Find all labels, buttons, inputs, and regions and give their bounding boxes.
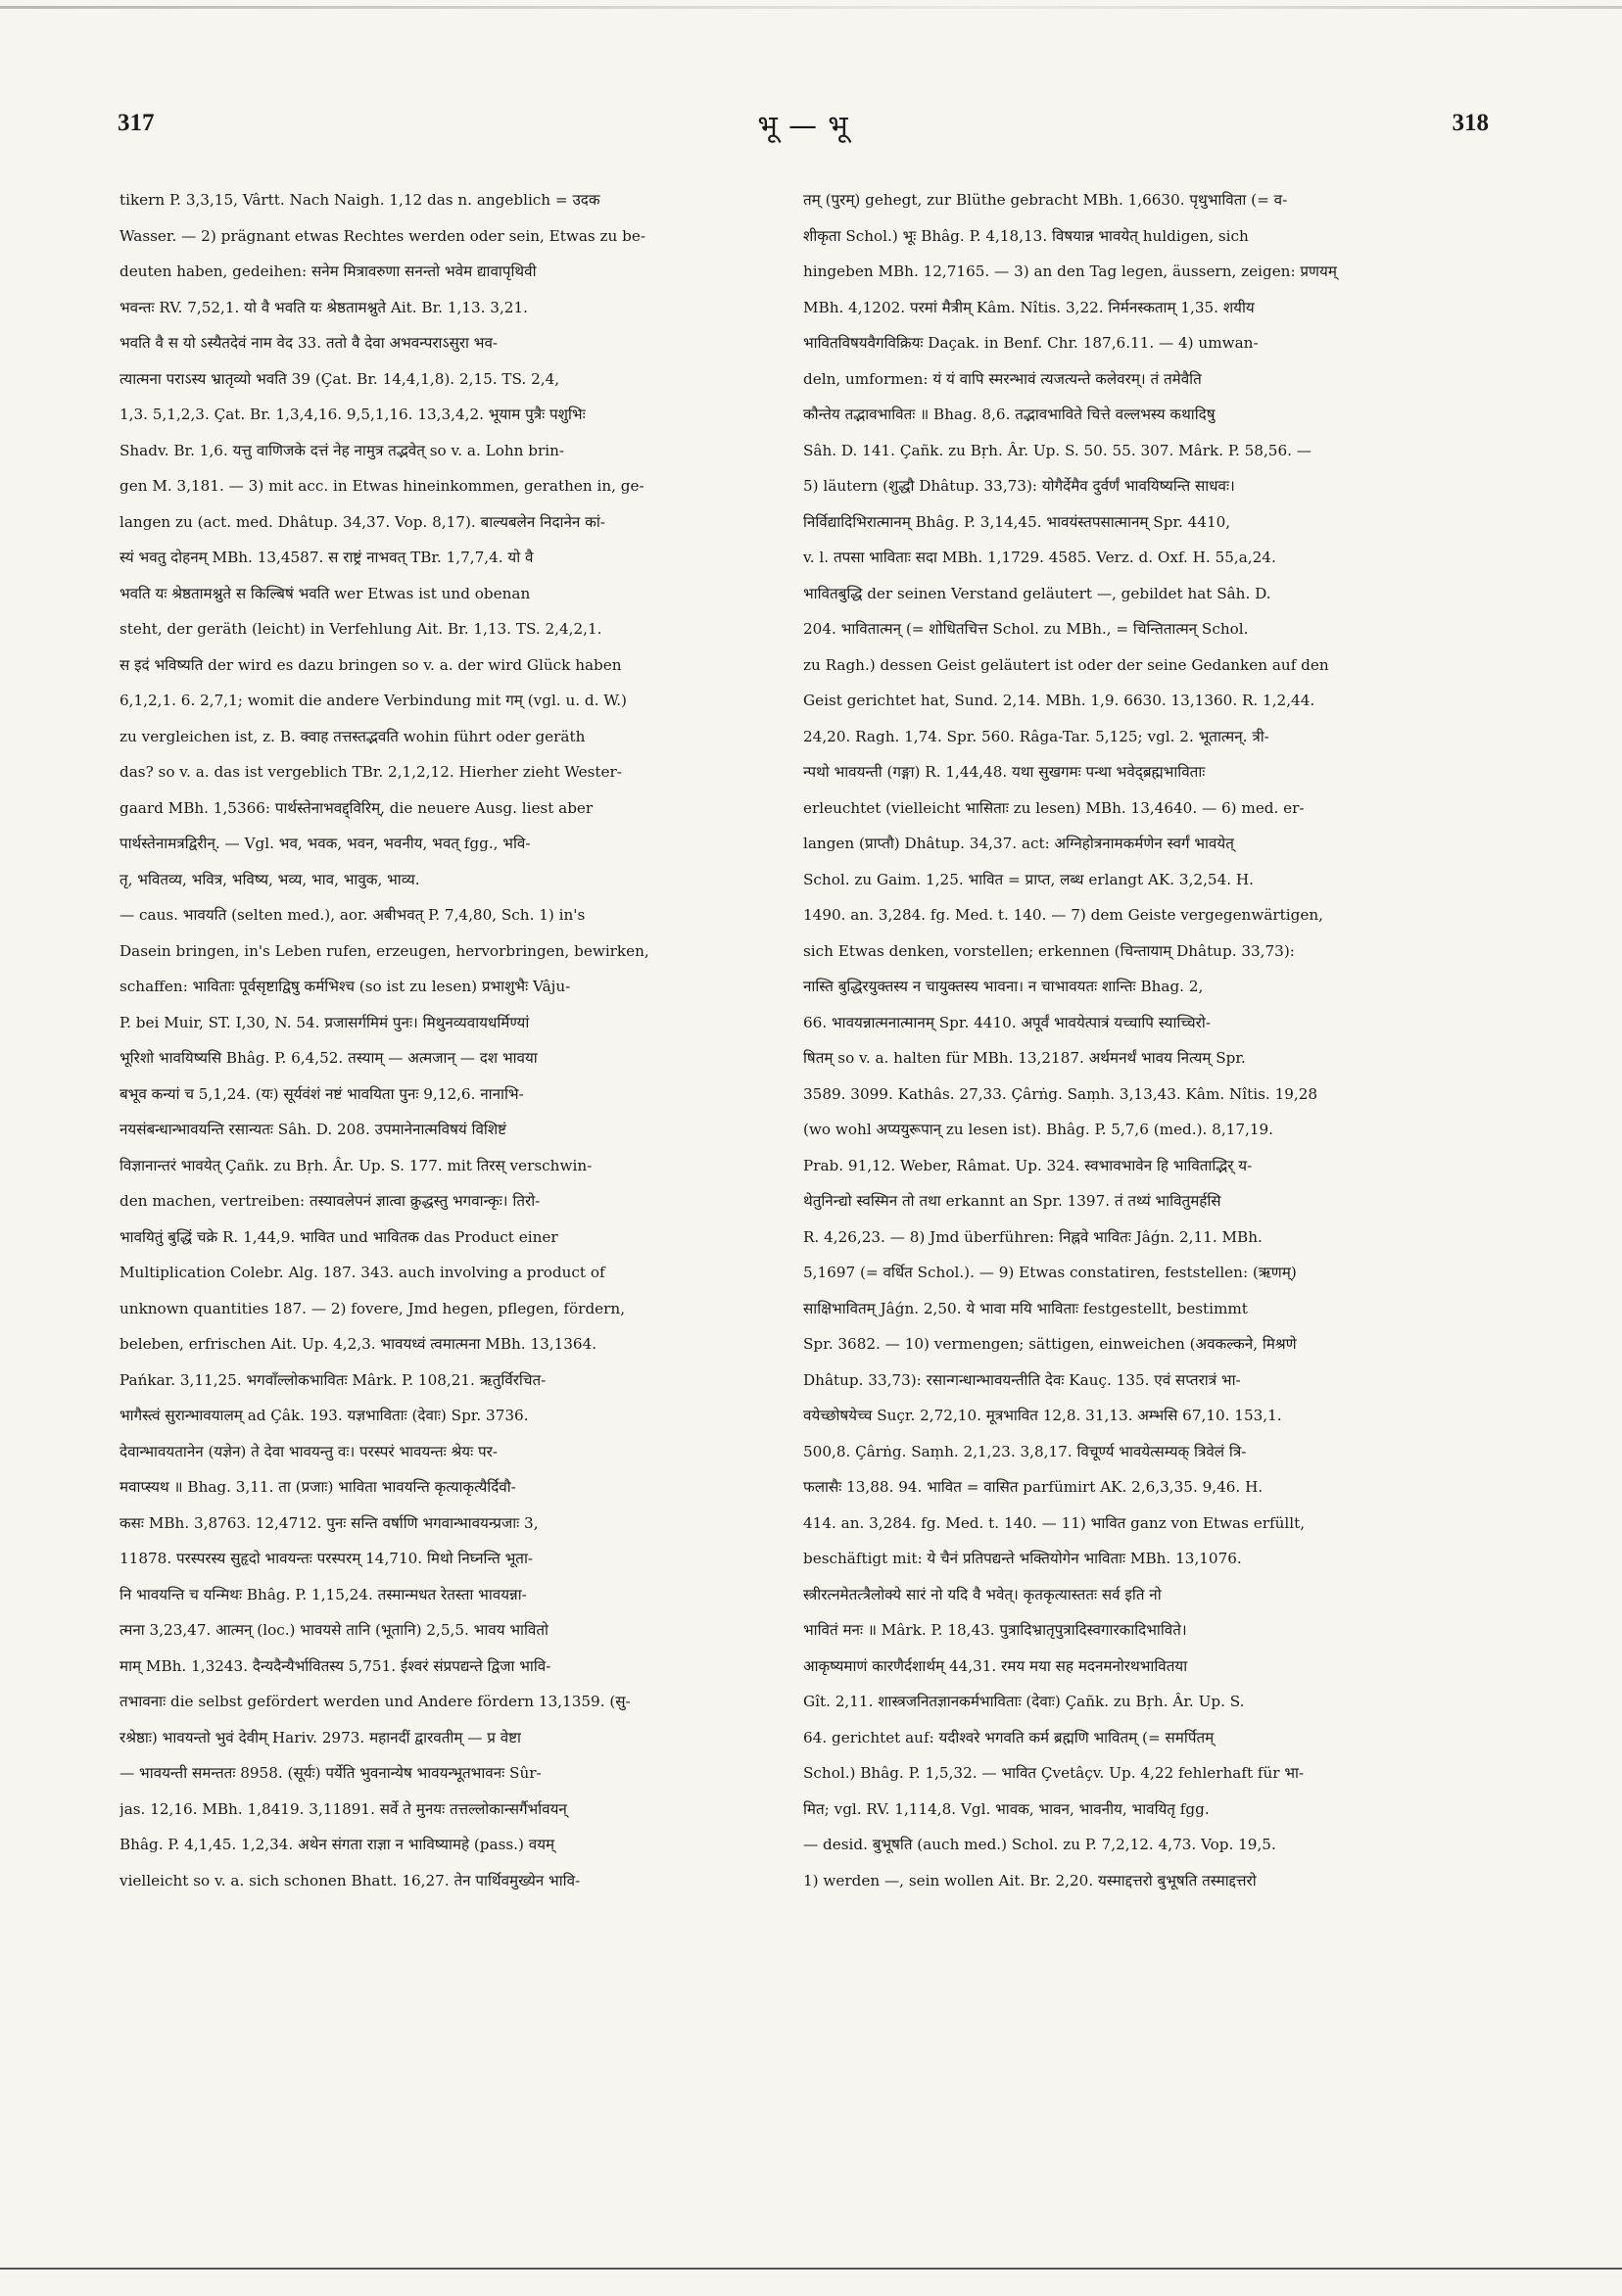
text-line: das? so v. a. das ist vergeblich TBr. 2,1,2,12. Hierher zieht Wester- (119, 763, 622, 781)
text-line: Multiplication Colebr. Alg. 187. 343. auch involving a product of (119, 1264, 605, 1281)
text-line: langen zu (act. med. Dhâtup. 34,37. Vop. 8,17). बाल्यबलेन निदानेन कां- (119, 512, 605, 531)
text-line: न्पथो भावयन्ती (गङ्गा) R. 1,44,48. यथा सुखगमः पन्था भवेद्ब्रह्मभाविताः (803, 763, 1206, 781)
text-line: — desid. बुभूषति (auch med.) Schol. zu P. 7,2,12. 4,73. Vop. 19,5. (803, 1836, 1276, 1853)
text-line: — भावयन्ती समन्ततः 8958. (सूर्यः) पर्येति भुवनान्येष भावयन्भूतभावनः Sûr- (119, 1764, 542, 1782)
text-line: 66. भावयन्नात्मनात्मानम् Spr. 4410. अपूर्वं भावयेत्पात्रं यच्चापि स्याच्चिरो- (803, 1013, 1211, 1031)
text-line: त्मना 3,23,47. आत्मन् (loc.) भावयसे तानि (भूतानि) 2,5,5. भावय भावितो (119, 1621, 549, 1639)
text-line: वयेच्छोषयेच्च Suçr. 2,72,10. मूत्रभावित 12,8. 31,13. अम्भसि 67,10. 153,1. (803, 1407, 1282, 1424)
text-line: v. l. तपसा भाविताः सदा MBh. 1,1729. 4585. Verz. d. Oxf. H. 55,a,24. (803, 549, 1276, 566)
text-line: jas. 12,16. MBh. 1,8419. 3,11891. सर्वे ते मुनयः तत्तल्लोकान्सर्गैर्भावयन् (119, 1799, 567, 1818)
text-line: भावयितुं बुद्धिं चक्रे R. 1,44,9. भावित und भावितक das Product einer (119, 1227, 558, 1246)
text-line: 500,8. Çârṅg. Saṃh. 2,1,23. 3,8,17. विचूर्ण्य भावयेत्सम्यक् त्रिवेलं त्रि- (803, 1442, 1247, 1460)
text-line: Geist gerichtet hat, Sund. 2,14. MBh. 1,9. 6630. 13,1360. R. 1,2,44. (803, 692, 1315, 709)
text-line: थेतुनिन्द्यो स्वस्मिन तो तथा erkannt an Spr. 1397. तं तथ्यं भावितुमर्हसि (803, 1192, 1221, 1210)
text-line: gen M. 3,181. — 3) mit acc. in Etwas hineinkommen, gerathen in, ge- (119, 477, 644, 495)
text-line: फलासैः 13,88. 94. भावित = वासित parfümirt AK. 2,6,3,35. 9,46. H. (803, 1478, 1264, 1496)
text-line: vielleicht so v. a. sich schonen Bhatt. 16,27. तेन पार्थिवमुख्येन भावि- (119, 1871, 581, 1889)
text-line: भावितविषयवैगविक्रियः Daçak. in Benf. Chr. 187,6.11. — 4) umwan- (803, 334, 1259, 352)
page-header (118, 110, 1489, 155)
text-line: langen (प्राप्तौ) Dhâtup. 34,37. act: अग्निहोत्रनामकर्मणेन स्वर्गं भावयेत् (803, 835, 1234, 852)
text-line: रश्रेष्ठाः) भावयन्तो भुवं देवीम् Hariv. 2973. महानदीं द्वारवतीम् — प्र वेष्टा (119, 1728, 521, 1746)
text-line: भवति यः श्रेष्ठतामश्नुते स किल्बिषं भवति wer Etwas ist und obenan (119, 584, 531, 602)
text-line: hingeben MBh. 12,7165. — 3) an den Tag legen, äussern, zeigen: प्रणयम् (803, 263, 1337, 280)
text-line: देवान्भावयतानेन (यज्ञेन) ते देवा भावयन्तु वः। परस्परं भावयन्तः श्रेयः पर- (119, 1442, 498, 1460)
text-line: स्त्रीरत्नमेतत्त्रैलोक्ये सारं नो यदि वै भवेत्। कृतकृत्यास्ततः सर्व इति नो (803, 1585, 1162, 1603)
text-line: 1) werden —, sein wollen Ait. Br. 2,20. यस्माद्दत्तरो बुभूषति तस्माद्दत्तरो (803, 1871, 1257, 1889)
running-headword: भू — भू (757, 109, 849, 142)
text-line: (wo wohl अप्ययुरूपान् zu lesen ist). Bhâg. P. 5,7,6 (med.). 8,17,19. (803, 1121, 1273, 1138)
text-line: बभूव कन्यां च 5,1,24. (यः) सूर्यवंशं नष्टं भावयिता पुनः 9,12,6. नानाभि- (119, 1084, 524, 1103)
text-line: आकृष्यमाणं कारणैर्दशार्थम् 44,31. रमय मया सह मदनमनोरथभावितया (803, 1656, 1188, 1675)
text-line: भवति वै स यो ऽस्यैतदेवं नाम वेद 33. ततो वै देवा अभवन्पराऽसुरा भव- (119, 334, 499, 352)
text-line: भवन्तः RV. 7,52,1. यो वै भवति यः श्रेष्ठतामश्नुते Ait. Br. 1,13. 3,21. (119, 298, 528, 316)
text-line: den machen, vertreiben: तस्यावलेपनं ज्ञात्वा क्रुद्धस्तु भगवान्कृः। तिरो- (119, 1192, 541, 1210)
text-line: मवाप्स्यथ ॥ Bhag. 3,11. ता (प्रजाः) भाविता भावयन्ति कृत्याकृत्यैर्दिवौ- (119, 1478, 516, 1496)
text-line: 1490. an. 3,284. fg. Med. t. 140. — 7) dem Geiste vergegenwärtigen, (803, 906, 1323, 924)
text-line: निर्विद्यादिभिरात्मानम् Bhâg. P. 3,14,45. भावयंस्तपसात्मानम् Spr. 4410, (803, 512, 1231, 531)
text-line: नि भावयन्ति च यन्मिथः Bhâg. P. 1,15,24. तस्मान्मधत रेतस्ता भावयन्ना- (119, 1585, 527, 1603)
text-line: 64. gerichtet auf: यदीश्वरे भगवति कर्म ब्रह्मणि भावितम् (= समर्पितम् (803, 1728, 1215, 1746)
text-line: 24,20. Ragh. 1,74. Spr. 560. Râga-Tar. 5,125; vgl. 2. भूतात्मन्. त्री- (803, 727, 1269, 745)
text-line: erleuchtet (vielleicht भासिताः zu lesen) MBh. 13,4640. — 6) med. er- (803, 798, 1305, 817)
text-line: भावितबुद्धि der seinen Verstand geläutert —, gebildet hat Sâh. D. (803, 584, 1271, 602)
text-line: 5) läutern (शुद्धौ Dhâtup. 33,73): योगैर्देमैव दुर्वर्णं भावयिष्यन्ति साधवः। (803, 477, 1235, 495)
text-line: MBh. 4,1202. परमां मैत्रीम् Kâm. Nîtis. 3,22. निर्मनस्कताम् 1,35. शयीय (803, 298, 1255, 316)
text-line: beleben, erfrischen Ait. Up. 4,2,3. भावयध्वं त्वमात्मना MBh. 13,1364. (119, 1335, 597, 1353)
text-line: Schol. zu Gaim. 1,25. भावित = प्राप्त, लब्ध erlangt AK. 3,2,54. H. (803, 870, 1254, 888)
text-line: स्यं भवतु दोहनम् MBh. 13,4587. स राष्ट्रं नाभवत् TBr. 1,7,7,4. यो वै (119, 549, 534, 566)
text-line: steht, der geräth (leicht) in Verfehlung Ait. Br. 1,13. TS. 2,4,2,1. (119, 620, 602, 638)
text-line: तभावनाः die selbst gefördert werden und Andere fördern 13,1359. (सु- (119, 1693, 631, 1710)
page-number-right: 318 (1452, 110, 1489, 136)
text-line: Bhâg. P. 4,1,45. 1,2,34. अथेन संगता राज्ञा न भाविष्यामहे (pass.) वयम् (119, 1836, 555, 1853)
text-line: पार्थस्तेनामत्रद्विरीन्. — Vgl. भव, भवक, भवन, भवनीय, भवत् fgg., भवि- (119, 835, 531, 852)
text-line: schaffen: भाविताः पूर्वसृष्टाद्विषु कर्मभिश्च (so ist zu lesen) प्रभाशुभैः Vâju- (119, 978, 571, 995)
text-line: gaard MBh. 1,5366: पार्थस्तेनाभवद्द्विरिम्, die neuere Ausg. liest aber (119, 798, 594, 817)
text-line: Schol.) Bhâg. P. 1,5,32. — भावित Çvetâçv. Up. 4,22 fehlerhaft für भा- (803, 1764, 1305, 1782)
text-line: भूरिशो भावयिष्यसि Bhâg. P. 6,4,52. तस्याम् — अत्मजान् — दश भावया (119, 1049, 538, 1067)
text-line: Spr. 3682. — 10) vermengen; sättigen, einweichen (अवकल्कने, मिश्रणे (803, 1335, 1297, 1353)
text-line: 11878. परस्परस्य सुहृदो भावयन्तः परस्परम् 14,710. मिथो निघ्नन्ति भूता- (119, 1550, 534, 1567)
scan-edge (0, 6, 1622, 9)
text-line: Sâh. D. 141. Çañk. zu Bṛh. Âr. Up. S. 50. 55. 307. Mârk. P. 58,56. — (803, 441, 1312, 459)
text-line: zu vergleichen ist, z. B. क्वाह तत्तस्तद्भवति wohin führt oder geräth (119, 727, 586, 745)
text-line: भावितं मनः ॥ Mârk. P. 18,43. पुत्रादिभ्रातृपुत्रादिस्वगारकादिभाविते। (803, 1621, 1187, 1639)
text-line: 204. भावितात्मन् (= शोधितचित्त Schol. zu MBh., = चिन्तितात्मन् Schol. (803, 620, 1249, 638)
page-number-left: 317 (118, 110, 155, 136)
text-line: त्यात्मना पराऽस्य भ्रातृव्यो भवति 39 (Çat. Br. 14,4,1,8). 2,15. TS. 2,4, (119, 369, 560, 388)
text-line: साक्षिभावितम् Jâǵn. 2,50. ये भावा मयि भाविताः festgestellt, bestimmt (803, 1299, 1248, 1317)
text-line: विज्ञानान्तरं भावयेत् Çañk. zu Bṛh. Âr. Up. S. 177. mit तिरस् verschwin- (119, 1156, 593, 1174)
text-line: नास्ति बुद्धिरयुक्तस्य न चायुक्तस्य भावना। न चाभावयतः शान्तिः Bhag. 2, (803, 978, 1204, 995)
text-line: Shadv. Br. 1,6. यत्तु वाणिजके दत्तं नेह नामुत्र तद्भवेत् so v. a. Lohn brin- (119, 441, 565, 459)
text-line: 414. an. 3,284. fg. Med. t. 140. — 11) भावित ganz von Etwas erfüllt, (803, 1513, 1306, 1532)
text-line: नयसंबन्धान्भावयन्ति रसान्यतः Sâh. D. 208. उपमानेनात्मविषयं विशिष्टं (119, 1121, 507, 1138)
text-line: माम् MBh. 1,3243. दैन्यदैन्यैर्भावितस्य 5,751. ईश्वरं संप्रपद्यन्ते द्विजा भावि- (119, 1656, 551, 1675)
bottom-rule (0, 2268, 1622, 2270)
text-line: Prab. 91,12. Weber, Râmat. Up. 324. स्वभावभावेन हि भाविताद्भिर् य- (803, 1156, 1253, 1174)
text-line: tikern P. 3,3,15, Vârtt. Nach Naigh. 1,12 das n. angeblich = उदक (119, 191, 600, 209)
right-column (803, 182, 1471, 2043)
text-line: unknown quantities 187. — 2) fovere, Jmd hegen, pflegen, fördern, (119, 1299, 626, 1317)
text-line: शीकृता Schol.) भूः Bhâg. P. 4,18,13. विषयान्न भावयेत् huldigen, sich (803, 226, 1249, 245)
text-line: deln, umformen: यं यं वापि स्मरन्भावं त्यजत्यन्ते कलेवरम्। तं तमेवैति (803, 369, 1202, 388)
text-line: तृ, भवितव्य, भवित्र, भविष्य, भव्य, भाव, भावुक, भाव्य. (119, 870, 420, 888)
text-line: R. 4,26,23. — 8) Jmd überführen: निह्नवे भावितः Jâǵn. 2,11. MBh. (803, 1227, 1263, 1246)
text-line: zu Ragh.) dessen Geist geläutert ist oder der seine Gedanken auf den (803, 655, 1329, 674)
text-line: P. bei Muir, ST. I,30, N. 54. प्रजासर्गमिमं पुनः। मिथुनव्यवायधर्मिण्यां (119, 1013, 530, 1031)
text-line: स इदं भविष्यति der wird es dazu bringen so v. a. der wird Glück haben (119, 655, 622, 674)
text-line: 6,1,2,1. 6. 2,7,1; womit die andere Verbindung mit गम् (vgl. u. d. W.) (119, 692, 627, 709)
text-line: sich Etwas denken, vorstellen; erkennen (चिन्तायाम् Dhâtup. 33,73): (803, 941, 1295, 960)
text-line: beschäftigt mit: ये चैनं प्रतिपद्यन्ते भक्तियोगेन भाविताः MBh. 13,1076. (803, 1550, 1242, 1567)
text-line: मित; vgl. RV. 1,114,8. Vgl. भावक, भावन, भावनीय, भावयितृ fgg. (803, 1799, 1210, 1818)
text-line: — caus. भावयति (selten med.), aor. अबीभवत् P. 7,4,80, Sch. 1) in's (119, 906, 586, 924)
left-column (119, 182, 787, 2043)
text-line: Wasser. — 2) prägnant etwas Rechtes werden oder sein, Etwas zu be- (119, 226, 645, 245)
text-line: deuten haben, gedeihen: सनेम मित्रावरुणा सनन्तो भवेम द्यावापृथिवी (119, 263, 537, 280)
text-line: Gît. 2,11. शास्त्रजनितज्ञानकर्मभाविताः (देवाः) Çañk. zu Bṛh. Âr. Up. S. (803, 1693, 1245, 1710)
text-line: Dhâtup. 33,73): रसान्गन्धान्भावयन्तीति देवः Kauç. 135. एवं सप्तरात्रं भा- (803, 1370, 1241, 1389)
text-line: 5,1697 (= वर्धित Schol.). — 9) Etwas constatiren, feststellen: (ऋणम्) (803, 1264, 1297, 1281)
text-line: तम् (पुरम्) gehegt, zur Blüthe gebracht MBh. 1,6630. पृथुभाविता (= व- (803, 191, 1288, 209)
text-line: षितम् so v. a. halten für MBh. 13,2187. अर्थमनर्थं भावय नित्यम् Spr. (803, 1049, 1246, 1067)
text-line: कसः MBh. 3,8763. 12,4712. पुनः सन्ति वर्षाणि भगवान्भावयन्प्रजाः 3, (119, 1513, 539, 1532)
text-line: Dasein bringen, in's Leben rufen, erzeugen, hervorbringen, bewirken, (119, 941, 649, 960)
text-line: कौन्तेय तद्भावभावितः ॥ Bhag. 8,6. तद्भावभाविते चित्ते वल्लभस्य कथादिषु (803, 406, 1216, 423)
text-line: भागैस्त्वं सुरान्भावयालम् ad Çâk. 193. यज्ञभाविताः (देवाः) Spr. 3736. (119, 1407, 529, 1424)
text-line: Pańkar. 3,11,25. भगवाँल्लोकभावितः Mârk. P. 108,21. ऋतुर्विरचित- (119, 1370, 547, 1389)
text-line: 3589. 3099. Kathâs. 27,33. Çârṅg. Saṃh. 3,13,43. Kâm. Nîtis. 19,28 (803, 1084, 1318, 1103)
text-line: 1,3. 5,1,2,3. Çat. Br. 1,3,4,16. 9,5,1,16. 13,3,4,2. भूयाम पुत्रैः पशुभिः (119, 406, 586, 423)
